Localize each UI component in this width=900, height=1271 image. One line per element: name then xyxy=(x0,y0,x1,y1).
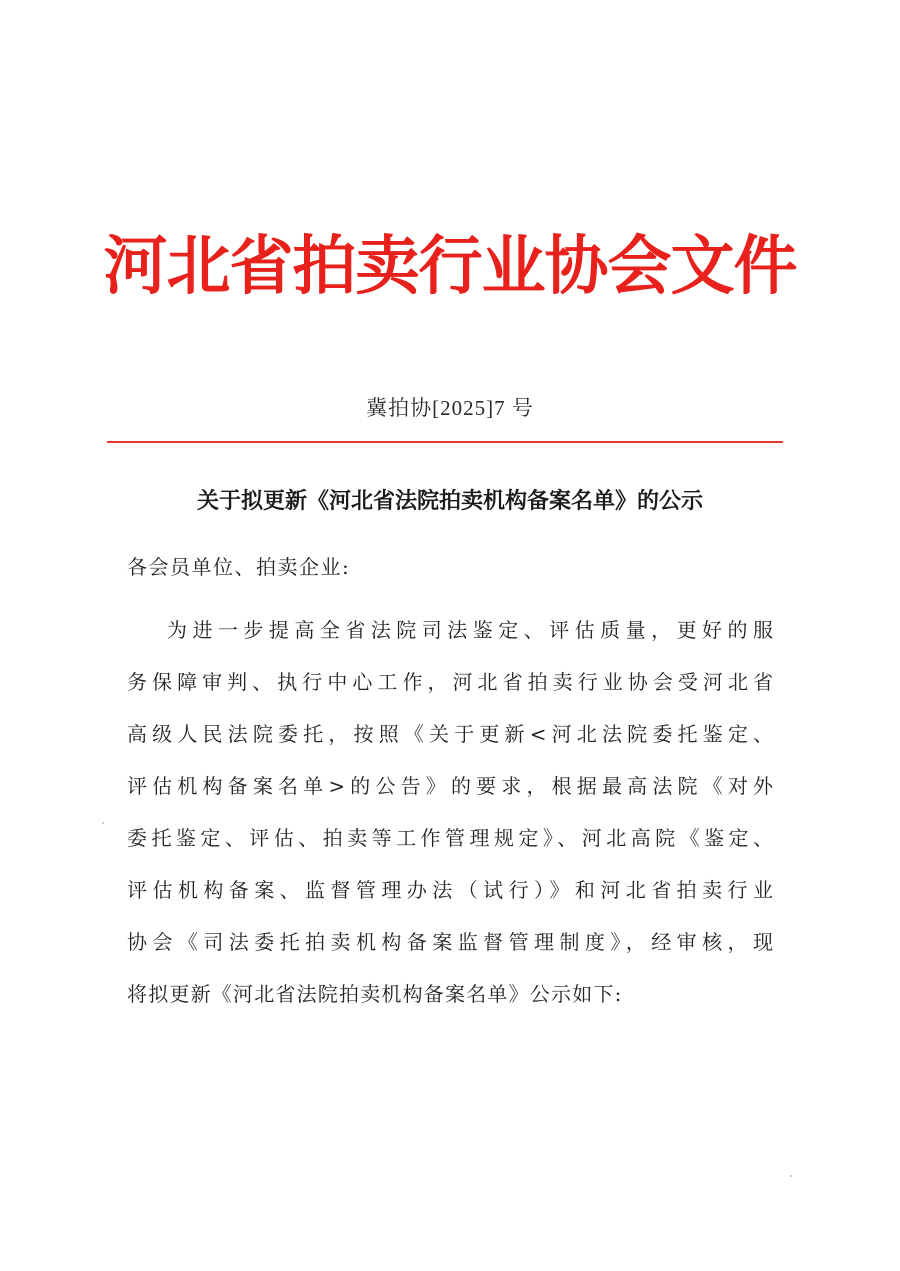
body-line: 评估机构备案名单>的公告》的要求，根据最高法院《对外 xyxy=(127,774,773,798)
scan-speck xyxy=(790,1175,792,1177)
masthead-title: 河北省拍卖行业协会文件 xyxy=(103,229,797,304)
body-line: 委托鉴定、评估、拍卖等工作管理规定》、河北高院《鉴定、 xyxy=(127,826,773,850)
body-line: 协会《司法委托拍卖机构备案监督管理制度》，经审核，现 xyxy=(127,930,773,954)
body-paragraph xyxy=(127,604,773,1020)
document-number: 冀拍协[2025]7 号 xyxy=(366,396,534,420)
body-line: 高级人民法院委托，按照《关于更新<河北法院委托鉴定、 xyxy=(127,722,773,746)
body-line: 评估机构备案、监督管理办法（试行）》和河北省拍卖行业 xyxy=(127,878,773,902)
notice-title: 关于拟更新《河北省法院拍卖机构备案名单》的公示 xyxy=(196,488,703,514)
body-line: 将拟更新《河北省法院拍卖机构备案名单》公示如下: xyxy=(127,982,623,1006)
scan-speck xyxy=(102,822,104,824)
salutation: 各会员单位、拍卖企业: xyxy=(127,555,351,579)
red-divider-line xyxy=(107,441,783,443)
body-line: 务保障审判、执行中心工作，河北省拍卖行业协会受河北省 xyxy=(127,670,773,694)
body-line: 为进一步提高全省法院司法鉴定、评估质量，更好的服 xyxy=(167,618,773,642)
